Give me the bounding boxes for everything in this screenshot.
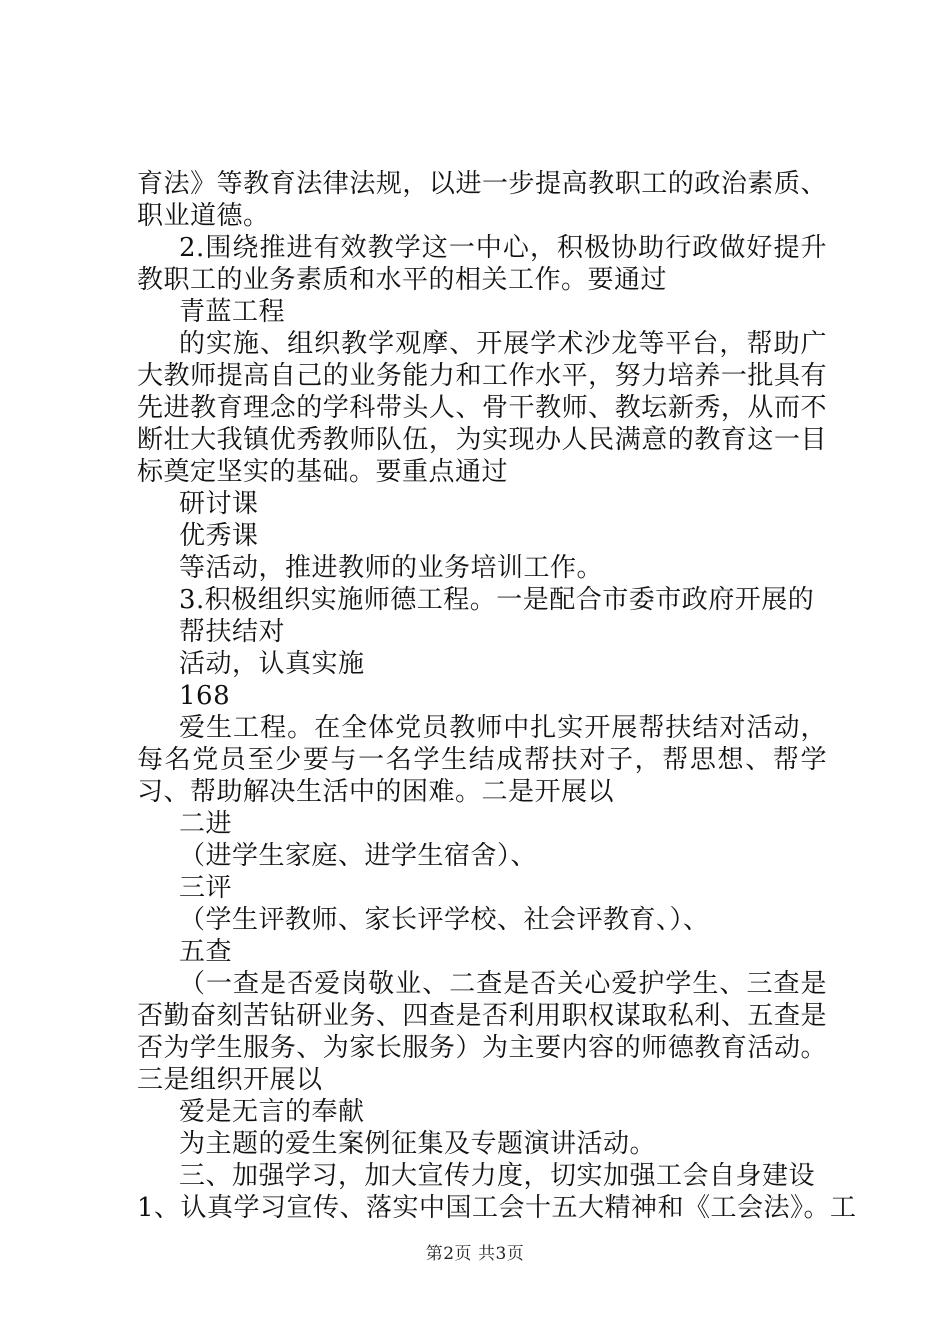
paragraph: 帮扶结对: [179, 617, 286, 647]
paragraph: 研讨课: [179, 489, 259, 519]
paragraph: 2.围绕推进有效教学这一中心，积极协助行政做好提升教职工的业务素质和水平的相关工作。要通过: [137, 233, 827, 295]
page-footer: 第2页 共3页: [425, 1244, 525, 1264]
paragraph: 活动，认真实施: [179, 649, 365, 679]
paragraph: 五查: [179, 937, 233, 967]
paragraph: 优秀课: [179, 521, 259, 551]
paragraph: 等活动，推进教师的业务培训工作。: [179, 553, 604, 583]
paragraph: 三评: [179, 873, 233, 903]
page-number-inline: 168: [179, 681, 231, 711]
paragraph: 为主题的爱生案例征集及专题演讲活动。: [179, 1129, 657, 1159]
document-body: [137, 168, 857, 1224]
paragraph: 育法》等教育法律法规，以进一步提高教职工的政治素质、职业道德。: [137, 169, 827, 231]
section-heading: 三、加强学习，加大宣传力度，切实加强工会自身建设: [179, 1161, 816, 1191]
paragraph: 3.积极组织实施师德工程。一是配合市委市政府开展的: [179, 585, 815, 615]
paragraph: 爱是无言的奉献: [179, 1097, 365, 1127]
paragraph: （一查是否爱岗敬业、二查是否关心爱护学生、三查是否勤奋刻苦钻研业务、四查是否利用职权谋取私利、五查是否为学生服务、为家长服务）为主要内容的师德教育活动。三是组织开展以: [137, 969, 827, 1095]
paragraph: 的实施、组织教学观摩、开展学术沙龙等平台，帮助广大教师提高自己的业务能力和工作水平，努力培养一批具有先进教育理念的学科带头人、骨干教师、教坛新秀，从而不断壮大我镇优秀教师队伍，为实现办人民满意的教育这一目标奠定坚实的基础。要重点通过: [137, 329, 827, 487]
paragraph: 青蓝工程: [179, 297, 286, 327]
paragraph: 1、认真学习宣传、落实中国工会十五大精神和《工会法》。工: [137, 1193, 857, 1223]
paragraph: （进学生家庭、进学生宿舍）、: [179, 841, 538, 871]
paragraph: 爱生工程。在全体党员教师中扎实开展帮扶结对活动，每名党员至少要与一名学生结成帮扶对子，帮思想、帮学习、帮助解决生活中的困难。二是开展以: [137, 713, 827, 807]
paragraph: （学生评教师、家长评学校、社会评教育、）、: [179, 905, 710, 935]
paragraph: 二进: [179, 809, 233, 839]
